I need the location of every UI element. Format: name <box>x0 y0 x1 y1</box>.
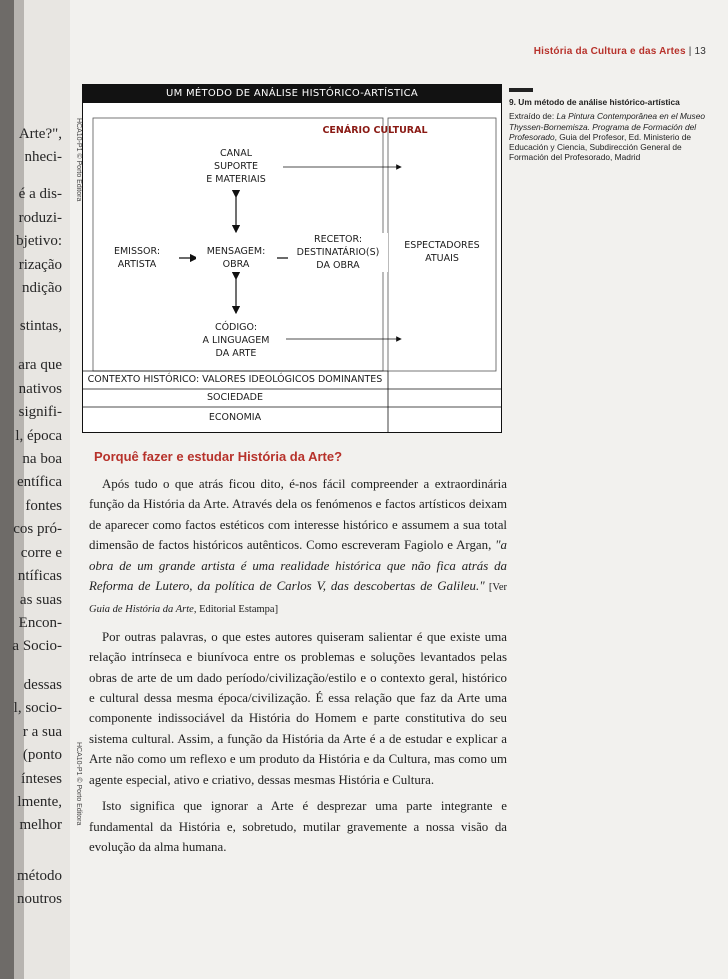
paragraph-2: Por outras palavras, o que estes autores quiseram salientar é que existe uma relação intrínseca e biunívoca entre os problemas e soluções levantados pelas obras de arte de um dado período/civilização/estilo e o contexto geral, histórico e cultural dessa mesma época/civilização. É essa relação que faz da Arte uma componente indissociável da História do Homem e parte constitutiva do seu sistema cultural. Assim, a função da História da Arte é a de estudar e explicar a Arte não como um reflexo e um produto da História e da Cultura, mas como um agente especial, ativo e criativo, dessas mesmas História e Cultura. <box>89 629 507 787</box>
contexto-row: CONTEXTO HISTÓRICO: VALORES IDEOLÓGICOS DOMINANTES <box>87 374 383 385</box>
caption-source: Extraído de: La Pintura Contemporânea en el Museo Thyssen-Bornemisza. Programa de Formación del Profesorado, Guia del Profesor, Ed. Ministerio de Educación y Ciencia, Subdirección General de Formación del Profesorado, Madrid <box>509 111 706 163</box>
gutter-line: na boa <box>22 451 62 467</box>
gutter-line: entífica <box>17 474 62 490</box>
gutter-line: l, época <box>15 428 62 444</box>
gutter-line: ínteses <box>21 771 62 787</box>
gutter-line: roduzi- <box>18 210 62 226</box>
gutter-line: ntíficas <box>17 568 62 584</box>
article-body <box>89 474 507 857</box>
gutter-line: stintas, <box>19 318 62 334</box>
gutter-line: Encon- <box>18 615 62 631</box>
caption-title: 9. Um método de análise histórico-artística <box>509 97 680 107</box>
mensagem-box: MENSAGEM: OBRA <box>196 245 276 271</box>
gutter-line: rização <box>18 257 62 273</box>
binding-shadow <box>0 0 14 979</box>
emissor-box: EMISSOR: ARTISTA <box>95 245 179 271</box>
sociedade-row: SOCIEDADE <box>207 392 263 403</box>
figure-caption <box>509 88 707 163</box>
gutter-line: a Socio- <box>12 638 62 654</box>
gutter-line: (ponto <box>22 747 62 763</box>
fagiolo-argan-quote: "a obra de um grande artista é uma realidade histórica que não fica atrás da Reforma de Lutero, da política de Carlos V, das descobertas de Galileu." <box>89 538 507 594</box>
espectadores-box: ESPECTADORES ATUAIS <box>390 239 494 265</box>
paragraph-3: Isto significa que ignorar a Arte é desprezar uma parte integrante e fundamental da História e, sobretudo, mutilar gravemente a nossa visão da evolução da alma humana. <box>89 799 507 854</box>
vertical-credit-bottom: HCA10-P1 © Porto Editora <box>75 742 82 826</box>
gutter-line: melhor <box>19 817 62 833</box>
running-head-title: História da Cultura e das Artes <box>533 46 686 57</box>
gutter-line: é a dis- <box>18 186 62 202</box>
gutter-line: ara que <box>18 357 62 373</box>
gutter-line: dessas <box>23 677 62 693</box>
vertical-credit-top: HCA10-P1 © Porto Editora <box>75 118 82 202</box>
gutter-line: corre e <box>20 545 62 561</box>
economia-row: ECONOMIA <box>208 412 262 423</box>
running-header: História da Cultura e das Artes | 13 <box>533 46 706 57</box>
gutter-line: Arte?", <box>18 126 62 142</box>
gutter-line: l, socio- <box>13 700 62 716</box>
analysis-method-diagram <box>82 84 502 433</box>
gutter-line: nativos <box>18 381 62 397</box>
gutter-line: r a sua <box>22 724 62 740</box>
page-number: 13 <box>694 46 706 57</box>
gutter-line: signifi- <box>18 404 62 420</box>
recetor-box: RECETOR: DESTINATÁRIO(S) DA OBRA <box>288 233 388 272</box>
gutter-line: ndição <box>22 280 62 296</box>
gutter-line: as suas <box>19 592 62 608</box>
canal-box: CANAL SUPORTE E MATERIAIS <box>191 147 281 186</box>
gutter-line: cos pró- <box>13 521 62 537</box>
section-heading: Porquê fazer e estudar História da Arte? <box>94 449 343 464</box>
gutter-line: nheci- <box>24 149 62 165</box>
cenario-cultural-label: CENÁRIO CULTURAL <box>322 125 428 136</box>
gutter-line: bjetivo: <box>16 233 62 249</box>
gutter-line: noutros <box>17 891 62 907</box>
codigo-box: CÓDIGO: A LINGUAGEM DA ARTE <box>186 321 286 360</box>
adjacent-page-gutter <box>0 0 70 979</box>
diagram-title: UM MÉTODO DE ANÁLISE HISTÓRICO-ARTÍSTICA <box>83 85 501 103</box>
paragraph-1: Após tudo o que atrás ficou dito, é-nos fácil compreender a extraordinária função da História da Arte. Através dela os fenómenos e factos artísticos deixam de aparecer como factos estéticos com interesse histórico e assumem a sua total dimensão de factos históricos autênticos. Como escreveram Fagiolo e Argan, "a obra de um grande artista é uma realidade histórica que não fica atrás da Reforma de Lutero, da política de Carlos V, das descobertas de Galileu." [Ver Guia de História da Arte, Editorial Estampa] <box>89 477 508 616</box>
caption-marker <box>509 88 533 92</box>
gutter-line: fontes <box>25 498 62 514</box>
gutter-line: lmente, <box>17 794 62 810</box>
gutter-line: método <box>17 868 62 884</box>
